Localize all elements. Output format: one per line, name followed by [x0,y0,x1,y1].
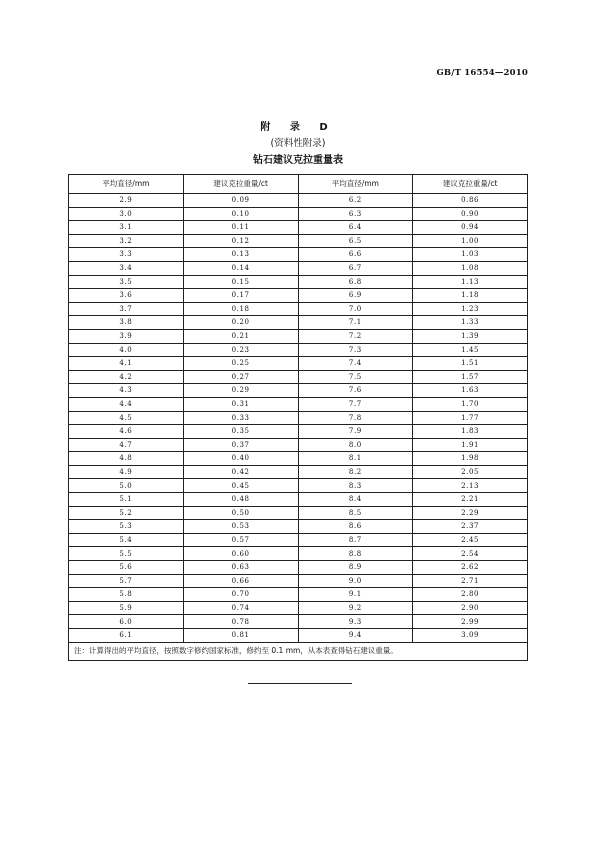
cell-carat: 1.23 [413,302,528,316]
table-row [69,207,528,221]
table-row [69,533,528,547]
cell-diameter: 6.9 [298,289,413,303]
column-header-diameter: 平均直径/mm [298,175,413,194]
cell-carat: 2.45 [413,533,528,547]
cell-carat: 0.09 [183,194,298,208]
cell-carat: 2.99 [413,615,528,629]
cell-carat: 0.66 [183,574,298,588]
cell-carat: 1.63 [413,384,528,398]
cell-diameter: 6.2 [298,194,413,208]
cell-carat: 2.80 [413,588,528,602]
cell-diameter: 5.7 [69,574,184,588]
cell-diameter: 7.0 [298,302,413,316]
table-row [69,452,528,466]
table-row [69,506,528,520]
cell-carat: 0.63 [183,561,298,575]
cell-diameter: 5.5 [69,547,184,561]
cell-carat: 0.13 [183,248,298,262]
cell-diameter: 4.3 [69,384,184,398]
appendix-type: (资料性附录) [270,138,326,149]
cell-diameter: 4.8 [69,452,184,466]
table-row [69,629,528,643]
table-row [69,397,528,411]
cell-diameter: 8.1 [298,452,413,466]
cell-diameter: 9.3 [298,615,413,629]
cell-carat: 1.03 [413,248,528,262]
cell-diameter: 8.5 [298,506,413,520]
table-row [69,588,528,602]
cell-carat: 0.10 [183,207,298,221]
cell-carat: 0.53 [183,520,298,534]
cell-diameter: 7.5 [298,370,413,384]
cell-carat: 2.71 [413,574,528,588]
cell-carat: 0.42 [183,465,298,479]
cell-carat: 1.51 [413,357,528,371]
cell-diameter: 6.8 [298,275,413,289]
cell-carat: 0.81 [183,629,298,643]
column-header-carat: 建议克拉重量/ct [183,175,298,194]
cell-diameter: 7.1 [298,316,413,330]
cell-carat: 0.57 [183,533,298,547]
table-note-row [69,642,528,660]
cell-diameter: 3.8 [69,316,184,330]
table-row [69,221,528,235]
cell-carat: 0.17 [183,289,298,303]
cell-carat: 2.37 [413,520,528,534]
table-row [69,302,528,316]
cell-carat: 1.57 [413,370,528,384]
cell-diameter: 2.9 [69,194,184,208]
table-row [69,329,528,343]
cell-carat: 0.25 [183,357,298,371]
cell-diameter: 6.6 [298,248,413,262]
cell-diameter: 8.8 [298,547,413,561]
table-body [69,194,528,643]
table-header-row [69,175,528,194]
table-row [69,547,528,561]
table-row [69,493,528,507]
table-row [69,234,528,248]
table-row [69,289,528,303]
cell-carat: 0.70 [183,588,298,602]
cell-diameter: 3.5 [69,275,184,289]
cell-carat: 0.14 [183,261,298,275]
cell-carat: 1.33 [413,316,528,330]
cell-carat: 0.60 [183,547,298,561]
cell-carat: 0.29 [183,384,298,398]
cell-carat: 0.74 [183,601,298,615]
cell-diameter: 3.9 [69,329,184,343]
cell-diameter: 8.3 [298,479,413,493]
cell-carat: 1.91 [413,438,528,452]
cell-diameter: 8.6 [298,520,413,534]
cell-diameter: 4.5 [69,411,184,425]
cell-carat: 1.39 [413,329,528,343]
cell-carat: 2.90 [413,601,528,615]
cell-carat: 3.09 [413,629,528,643]
cell-carat: 0.35 [183,425,298,439]
table-row [69,248,528,262]
cell-diameter: 5.1 [69,493,184,507]
cell-diameter: 8.0 [298,438,413,452]
cell-carat: 0.18 [183,302,298,316]
cell-diameter: 7.3 [298,343,413,357]
table-note: 注：计算得出的平均直径，按照数字修约国家标准，修约至 0.1 mm，从本表查得钻石建议重量。 [69,642,528,660]
table-row [69,357,528,371]
cell-diameter: 4.6 [69,425,184,439]
table-row [69,465,528,479]
cell-carat: 2.54 [413,547,528,561]
table-title: 钻石建议克拉重量表 [253,155,343,166]
cell-diameter: 3.1 [69,221,184,235]
table-row [69,275,528,289]
cell-carat: 2.13 [413,479,528,493]
cell-carat: 1.77 [413,411,528,425]
column-header-diameter: 平均直径/mm [69,175,184,194]
end-rule [248,683,352,684]
table-row [69,316,528,330]
cell-diameter: 3.7 [69,302,184,316]
table-row [69,411,528,425]
table-row [69,425,528,439]
cell-diameter: 6.7 [298,261,413,275]
table-row [69,370,528,384]
cell-carat: 1.13 [413,275,528,289]
cell-carat: 0.40 [183,452,298,466]
table-row [69,194,528,208]
cell-diameter: 4.0 [69,343,184,357]
cell-carat: 0.33 [183,411,298,425]
cell-carat: 2.05 [413,465,528,479]
cell-diameter: 3.6 [69,289,184,303]
cell-carat: 0.48 [183,493,298,507]
cell-carat: 0.37 [183,438,298,452]
cell-diameter: 4.2 [69,370,184,384]
cell-diameter: 5.0 [69,479,184,493]
cell-diameter: 5.4 [69,533,184,547]
table-row [69,261,528,275]
cell-diameter: 8.2 [298,465,413,479]
cell-diameter: 9.1 [298,588,413,602]
cell-diameter: 3.0 [69,207,184,221]
cell-carat: 1.70 [413,397,528,411]
cell-carat: 0.23 [183,343,298,357]
cell-diameter: 7.2 [298,329,413,343]
cell-carat: 0.86 [413,194,528,208]
cell-diameter: 8.9 [298,561,413,575]
cell-diameter: 8.4 [298,493,413,507]
cell-diameter: 5.9 [69,601,184,615]
cell-diameter: 6.0 [69,615,184,629]
cell-diameter: 6.5 [298,234,413,248]
cell-diameter: 4.4 [69,397,184,411]
standard-code: GB/T 16554—2010 [436,68,528,78]
cell-carat: 0.50 [183,506,298,520]
table-row [69,479,528,493]
carat-weight-table [68,174,528,661]
cell-diameter: 4.1 [69,357,184,371]
cell-carat: 1.18 [413,289,528,303]
cell-diameter: 5.2 [69,506,184,520]
cell-carat: 1.08 [413,261,528,275]
cell-carat: 0.20 [183,316,298,330]
cell-carat: 0.78 [183,615,298,629]
cell-carat: 1.45 [413,343,528,357]
cell-carat: 0.27 [183,370,298,384]
cell-carat: 2.29 [413,506,528,520]
cell-diameter: 7.7 [298,397,413,411]
cell-carat: 1.83 [413,425,528,439]
cell-diameter: 7.6 [298,384,413,398]
cell-diameter: 5.8 [69,588,184,602]
cell-diameter: 7.9 [298,425,413,439]
cell-diameter: 6.3 [298,207,413,221]
cell-diameter: 3.3 [69,248,184,262]
cell-diameter: 7.8 [298,411,413,425]
cell-diameter: 9.4 [298,629,413,643]
cell-diameter: 4.9 [69,465,184,479]
column-header-carat: 建议克拉重量/ct [413,175,528,194]
cell-carat: 0.12 [183,234,298,248]
cell-carat: 1.98 [413,452,528,466]
cell-carat: 0.15 [183,275,298,289]
cell-carat: 0.90 [413,207,528,221]
appendix-heading [0,120,596,168]
table-row [69,615,528,629]
cell-diameter: 7.4 [298,357,413,371]
cell-carat: 0.45 [183,479,298,493]
cell-carat: 0.31 [183,397,298,411]
appendix-title: 附 录 D [260,122,336,133]
cell-diameter: 9.2 [298,601,413,615]
cell-diameter: 5.3 [69,520,184,534]
cell-diameter: 3.2 [69,234,184,248]
table-row [69,384,528,398]
cell-carat: 0.21 [183,329,298,343]
cell-carat: 2.62 [413,561,528,575]
cell-diameter: 6.4 [298,221,413,235]
cell-carat: 2.21 [413,493,528,507]
cell-carat: 0.11 [183,221,298,235]
table-row [69,574,528,588]
cell-diameter: 5.6 [69,561,184,575]
cell-diameter: 4.7 [69,438,184,452]
cell-diameter: 6.1 [69,629,184,643]
cell-carat: 1.00 [413,234,528,248]
table-row [69,601,528,615]
table-row [69,520,528,534]
table-row [69,438,528,452]
table-row [69,343,528,357]
cell-diameter: 8.7 [298,533,413,547]
cell-diameter: 3.4 [69,261,184,275]
cell-diameter: 9.0 [298,574,413,588]
table-row [69,561,528,575]
cell-carat: 0.94 [413,221,528,235]
